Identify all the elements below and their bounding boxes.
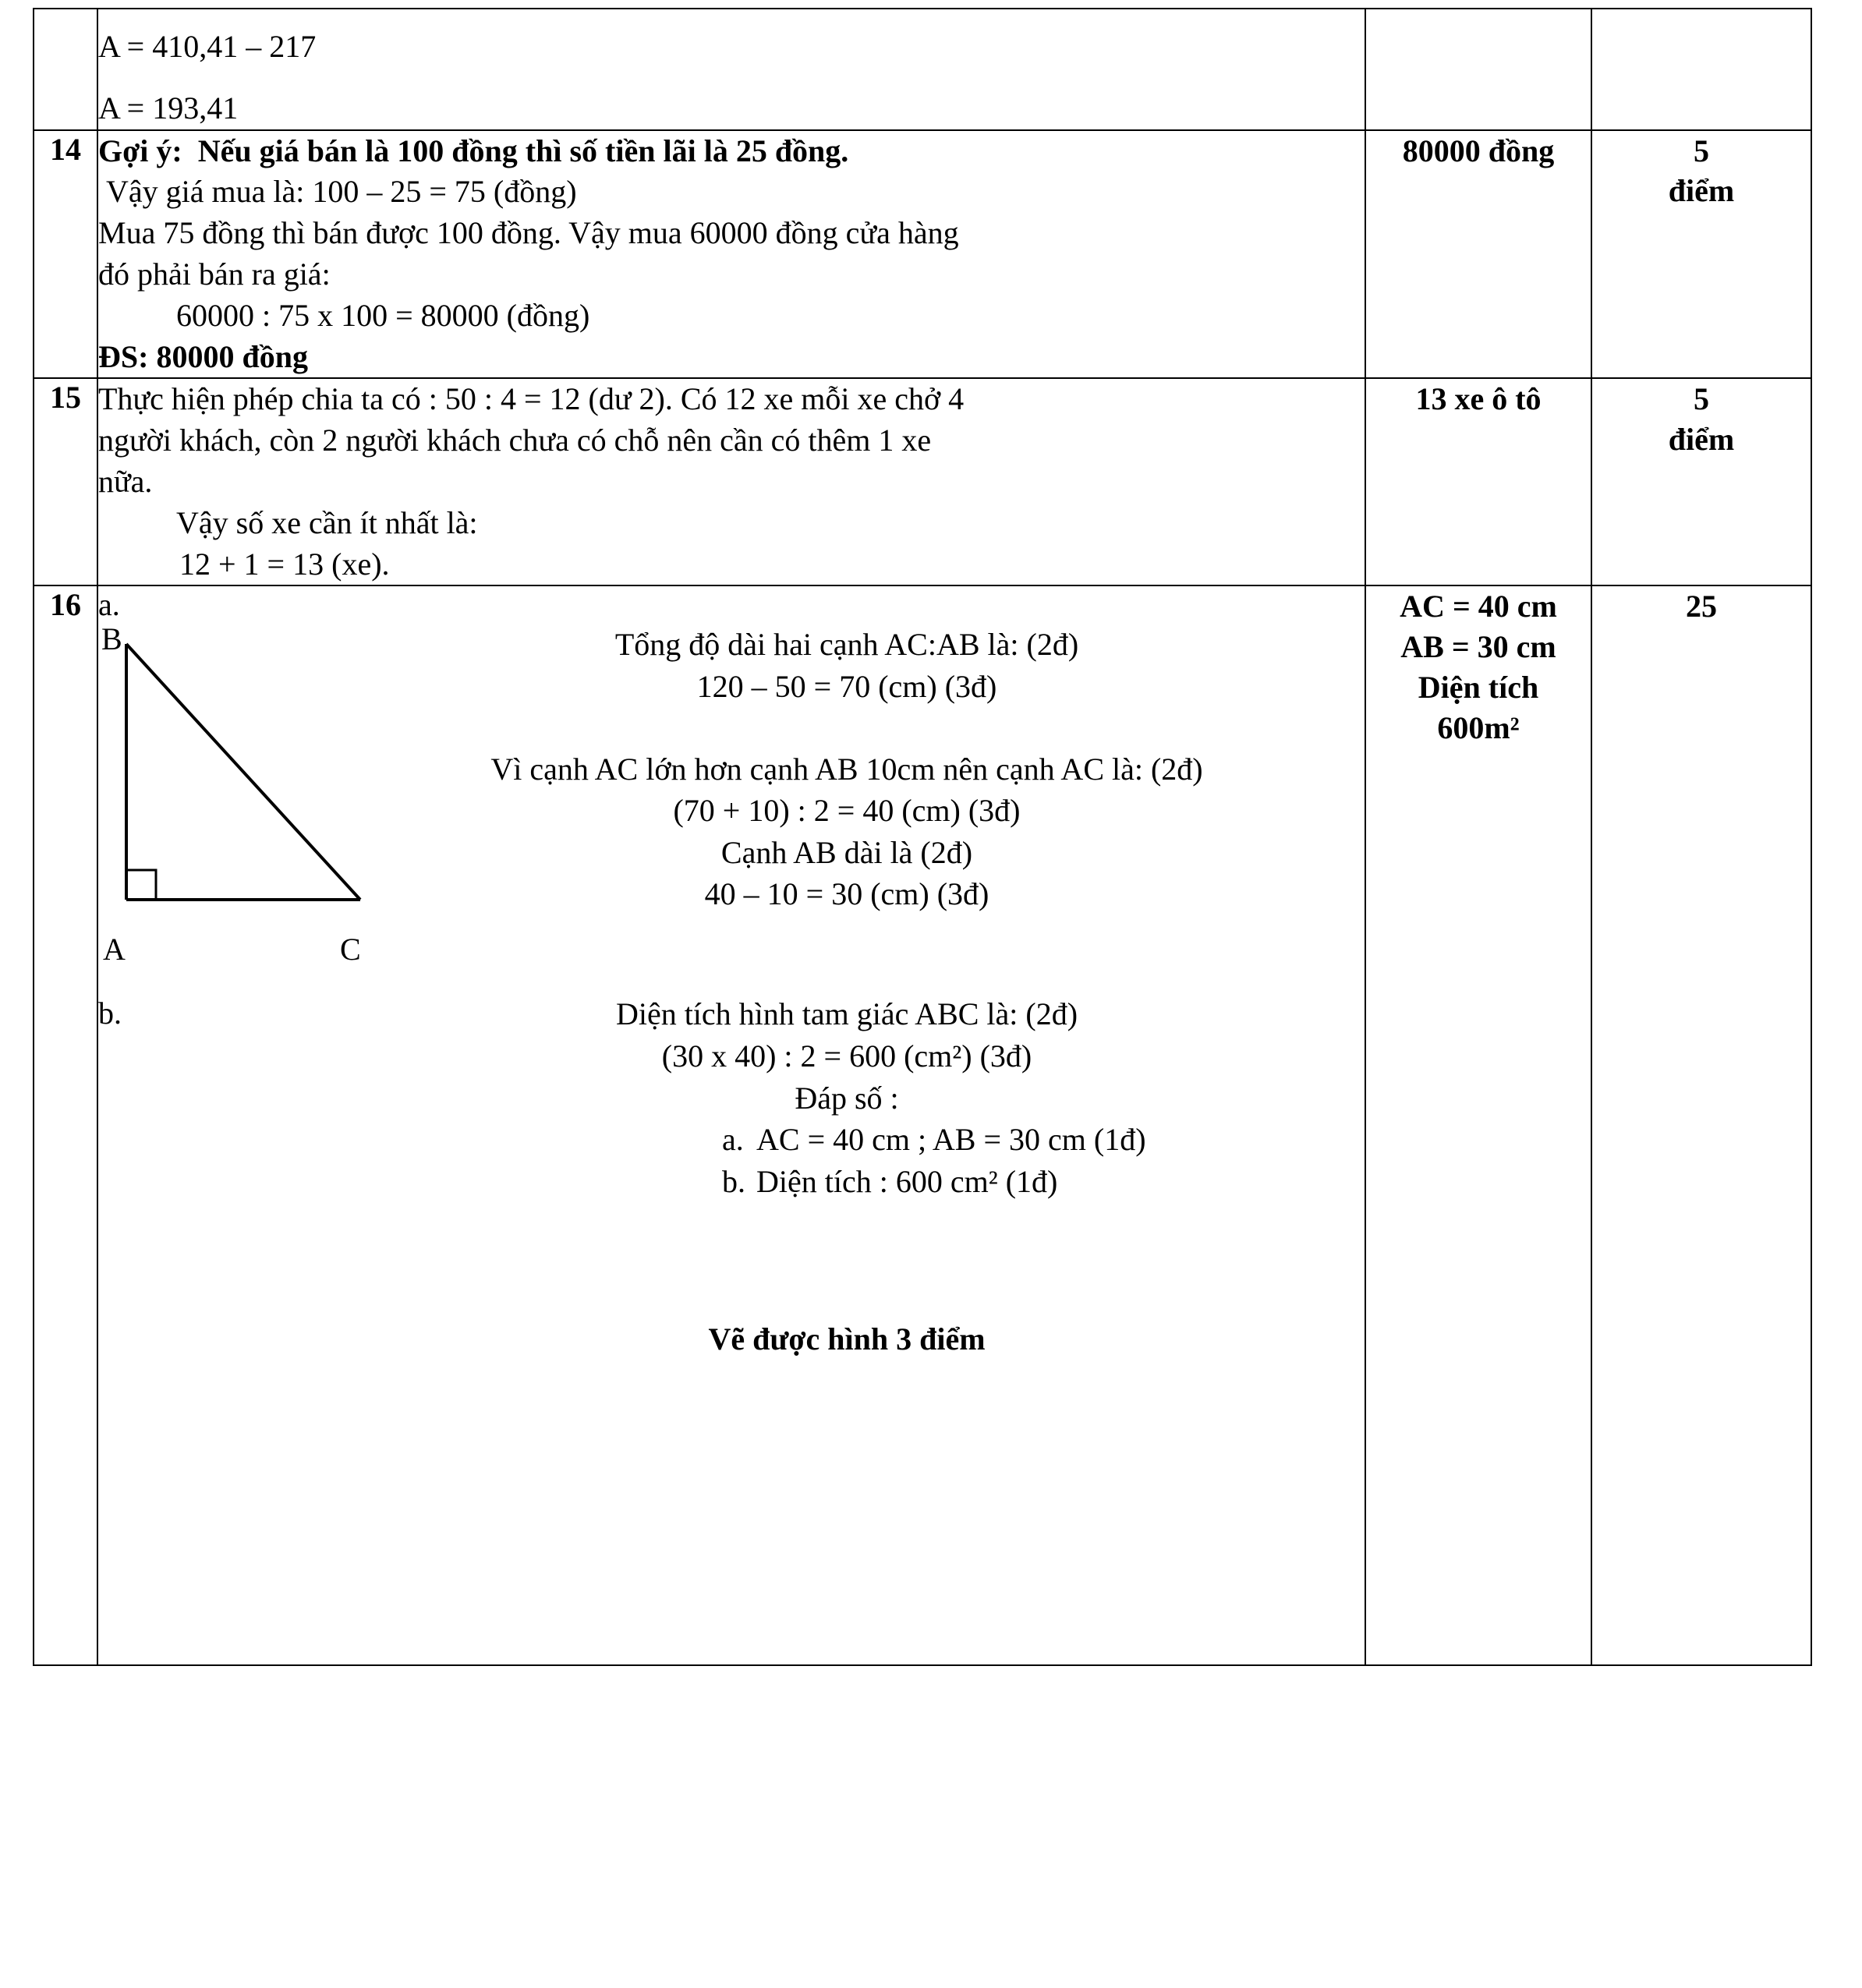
answer-text: 13 xe ô tô: [1415, 381, 1542, 417]
points-value: 25: [1686, 589, 1717, 624]
vertex-label-c: C: [340, 932, 361, 967]
answer-line: AC = 40 cm: [1400, 589, 1557, 624]
row-solution-cell-14: [97, 130, 1365, 379]
solution-answer-line: ĐS: 80000 đồng: [98, 338, 308, 374]
part-a-solution-text: [356, 624, 1338, 915]
row-number-cell-14: [34, 130, 97, 379]
row-number: 15: [50, 380, 81, 416]
answer-text: 80000 đồng: [1402, 133, 1555, 168]
solution-line: (70 + 10) : 2 = 40 (cm) (3đ): [673, 793, 1021, 829]
row-answer-cell: [1365, 9, 1591, 130]
solution-line: A = 193,41: [98, 90, 239, 126]
solution-line: đó phải bán ra giá:: [98, 256, 331, 292]
answer-line: AB = 30 cm: [1400, 629, 1556, 665]
row-answer-cell-16: [1365, 585, 1591, 1665]
row-points-cell-14: [1591, 130, 1811, 379]
solution-line: Vậy số xe cần ít nhất là:: [176, 504, 478, 540]
answer-sub-item-a: [356, 1119, 1338, 1161]
row-solution-cell-16: [97, 585, 1365, 1665]
row-points-cell-15: [1591, 378, 1811, 585]
solution-line: (30 x 40) : 2 = 600 (cm²) (3đ): [661, 1038, 1032, 1074]
solution-line: Mua 75 đồng thì bán được 100 đồng. Vậy mua 60000 đồng cửa hàng: [98, 215, 959, 251]
cell-trailing-space: [98, 1360, 1365, 1664]
solution-line: Vì cạnh AC lớn hơn cạnh AB 10cm nên cạnh AC là: (2đ): [490, 751, 1203, 787]
row-solution-cell: [97, 9, 1365, 130]
sub-item-marker: a.: [722, 1122, 744, 1158]
row-points-cell-16: [1591, 585, 1811, 1665]
drawing-credit-note: Vẽ được hình 3 điểm: [708, 1321, 986, 1357]
solution-line: Vậy giá mua là: 100 – 25 = 75 (đồng): [98, 174, 577, 210]
points-value: 5: [1694, 381, 1709, 417]
solution-line: 60000 : 75 x 100 = 80000 (đồng): [176, 297, 590, 333]
part-b-solution-text: [356, 993, 1338, 1202]
sub-item-text: AC = 40 cm ; AB = 30 cm (1đ): [756, 1122, 1146, 1158]
triangle-side-bc: [126, 644, 360, 900]
line-gap: [98, 68, 1365, 88]
solution-line: Cạnh AB dài là (2đ): [720, 834, 973, 870]
answer-line: Diện tích: [1418, 670, 1539, 706]
row-number-cell-15: [34, 378, 97, 585]
sub-item-text: Diện tích : 600 cm² (1đ): [756, 1163, 1058, 1199]
row-number: 16: [50, 587, 81, 623]
part-a-marker: a.: [98, 587, 120, 623]
solution-line: 40 – 10 = 30 (cm) (3đ): [704, 876, 989, 912]
points-unit: điểm: [1668, 172, 1735, 208]
vertex-label-b: B: [101, 621, 122, 657]
answer-sub-item-b: [356, 1161, 1338, 1203]
solution-line: nữa.: [98, 463, 153, 499]
points-value: 5: [1694, 133, 1709, 168]
table-row: [34, 9, 1811, 130]
geometry-solution-block: [98, 586, 1365, 1664]
row-answer-cell-14: [1365, 130, 1591, 379]
solution-line: Diện tích hình tam giác ABC là: (2đ): [615, 996, 1078, 1032]
table-row: [34, 585, 1811, 1665]
table-row: [34, 130, 1811, 379]
part-b-block: [98, 993, 1365, 1202]
solution-line: 120 – 50 = 70 (cm) (3đ): [696, 668, 997, 704]
row-answer-cell-15: [1365, 378, 1591, 585]
solution-line-dapso: Đáp số :: [795, 1080, 899, 1116]
row-number-cell: [34, 9, 97, 130]
line-gap: [356, 708, 1338, 748]
right-triangle-abc-figure: [103, 628, 384, 956]
points-unit: điểm: [1668, 421, 1735, 457]
solution-line: người khách, còn 2 người khách chưa có chỗ nên cần có thêm 1 xe: [98, 423, 932, 458]
sub-item-marker: b.: [722, 1163, 745, 1199]
row-number-cell-16: [34, 585, 97, 1665]
row-solution-cell-15: [97, 378, 1365, 585]
row-points-cell: [1591, 9, 1811, 130]
solution-line: Tổng độ dài hai cạnh AC:AB là: (2đ): [614, 627, 1079, 663]
solution-line: Gợi ý: Nếu giá bán là 100 đồng thì số tiền lãi là 25 đồng.: [98, 133, 849, 168]
answer-key-table: [33, 8, 1812, 1666]
table-row: [34, 378, 1811, 585]
right-angle-marker-icon: [126, 870, 156, 900]
row-number: 14: [50, 131, 81, 167]
vertex-label-a: A: [103, 932, 126, 967]
solution-line: 12 + 1 = 13 (xe).: [179, 546, 390, 582]
part-b-marker: b.: [98, 996, 122, 1031]
solution-line: Thực hiện phép chia ta có : 50 : 4 = 12 (dư 2). Có 12 xe mỗi xe chở 4: [98, 381, 965, 417]
solution-line: A = 410,41 – 217: [98, 29, 317, 64]
figure-and-part-a: [98, 621, 1365, 990]
answer-line: 600m²: [1437, 710, 1520, 746]
